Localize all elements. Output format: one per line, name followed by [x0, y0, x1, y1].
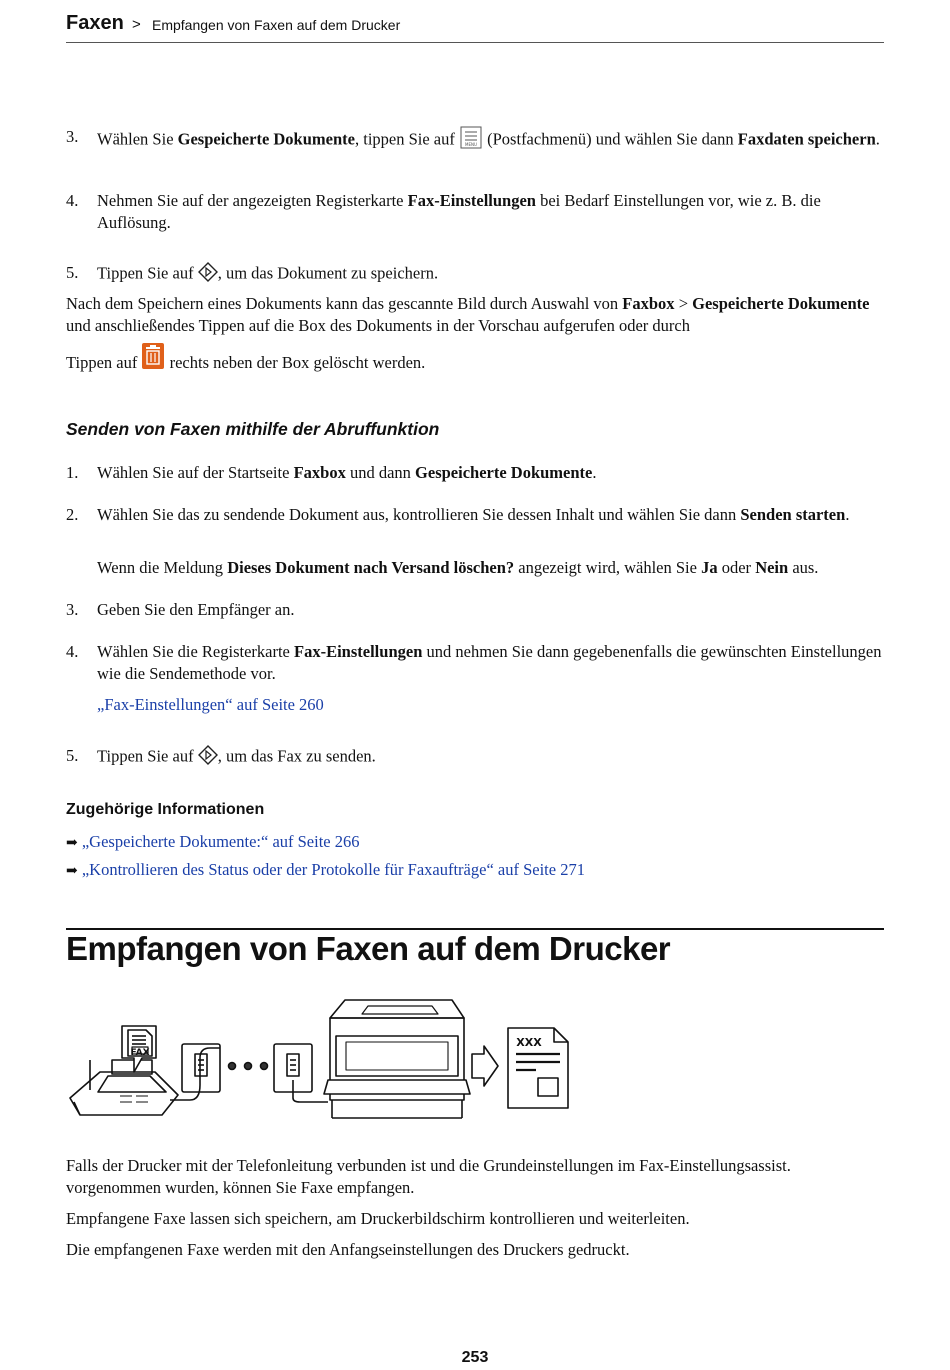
- fax-machine-icon: [70, 1060, 178, 1115]
- header-separator: >: [132, 16, 141, 33]
- paragraph: Tippen auf rechts neben der Box gelöscht werden.: [66, 342, 886, 383]
- list-number: 3.: [66, 600, 79, 619]
- list-number: 2.: [66, 505, 79, 524]
- list-text: Wählen Sie auf der Startseite Faxbox und dann Gespeicherte Dokumente.: [97, 463, 597, 482]
- list-number: 3.: [66, 127, 79, 146]
- page-number: 253: [461, 1349, 489, 1366]
- trash-icon: [141, 342, 165, 383]
- arrow-icon: [472, 1046, 498, 1086]
- list-number: 1.: [66, 463, 79, 482]
- related-info-heading: Zugehörige Informationen: [66, 801, 265, 818]
- section-subheading: Senden von Faxen mithilfe der Abruffunktion: [66, 419, 440, 439]
- start-icon: [198, 262, 218, 288]
- svg-text:MENU: MENU: [465, 142, 477, 147]
- illustration-svg: [60, 990, 580, 1130]
- paragraph: Empfangene Faxe lassen sich speichern, am Druckerbildschirm kontrollieren und weiterleiten.: [66, 1209, 690, 1228]
- list-text: Wählen Sie die Registerkarte Fax-Einstellungen und nehmen Sie dann gegebenenfalls die gewünschten Einstellungen wie die Sendemethode vor.: [97, 642, 882, 683]
- arrow-right-icon: ➡: [66, 836, 78, 851]
- list-text: Tippen Sie auf , um das Dokument zu speichern.: [97, 262, 887, 288]
- header-section: Empfangen von Faxen auf dem Drucker: [152, 17, 401, 33]
- fax-label: FAX: [130, 1048, 150, 1058]
- header-chapter: Faxen: [66, 12, 124, 34]
- paragraph: Falls der Drucker mit der Telefonleitung verbunden ist und die Grundeinstellungen im Fax-Einstellungsassist. vorgenommen wurden, können Sie Faxe empfangen.: [66, 1156, 791, 1197]
- list-number: 5.: [66, 263, 79, 282]
- list-number: 4.: [66, 642, 79, 661]
- paragraph: Die empfangenen Faxe werden mit den Anfangseinstellungen des Druckers gedruckt.: [66, 1240, 630, 1259]
- printer-icon: [324, 1000, 470, 1118]
- related-link[interactable]: „Kontrollieren des Status oder der Protokolle für Faxaufträge“ auf Seite 271: [81, 860, 585, 879]
- list-number: 5.: [66, 746, 79, 765]
- list-text: Wählen Sie das zu sendende Dokument aus, kontrollieren Sie dessen Inhalt und wählen Sie dann Senden starten.: [97, 505, 850, 524]
- running-header: [66, 10, 884, 43]
- related-link-row: [66, 859, 886, 883]
- list-text: Geben Sie den Empfänger an.: [97, 600, 295, 619]
- doc-label: XXX: [516, 1036, 542, 1049]
- related-link[interactable]: „Gespeicherte Dokumente:“ auf Seite 266: [81, 832, 360, 851]
- paragraph: Nach dem Speichern eines Dokuments kann das gescannte Bild durch Auswahl von Faxbox > Gespeicherte Dokumente und anschließendes Tippen auf die Box des Dokuments in der Vorschau aufgerufen oder durch: [66, 294, 870, 335]
- list-text: Tippen Sie auf , um das Fax zu senden.: [97, 745, 887, 771]
- list-text: Wählen Sie Gespeicherte Dokumente, tippen Sie auf MENU (Postfachmenü) und wählen Sie dann Faxdaten speichern.: [97, 126, 887, 156]
- chapter-heading: Empfangen von Faxen auf dem Drucker: [66, 930, 671, 967]
- fax-receive-illustration: [60, 990, 580, 1130]
- list-link-line: [97, 694, 887, 716]
- start-icon: [198, 745, 218, 771]
- list-text: Nehmen Sie auf der angezeigten Registerkarte Fax-Einstellungen bei Bedarf Einstellungen vor, wie z. B. die Auflösung.: [97, 191, 821, 232]
- list-subtext: Wenn die Meldung Dieses Dokument nach Versand löschen? angezeigt wird, wählen Sie Ja oder Nein aus.: [97, 558, 819, 577]
- arrow-right-icon: ➡: [66, 864, 78, 879]
- related-link-row: [66, 831, 886, 855]
- mailbox-menu-icon: [459, 126, 483, 156]
- list-number: 4.: [66, 191, 79, 210]
- fax-settings-link[interactable]: „Fax-Einstellungen“ auf Seite 260: [97, 695, 324, 714]
